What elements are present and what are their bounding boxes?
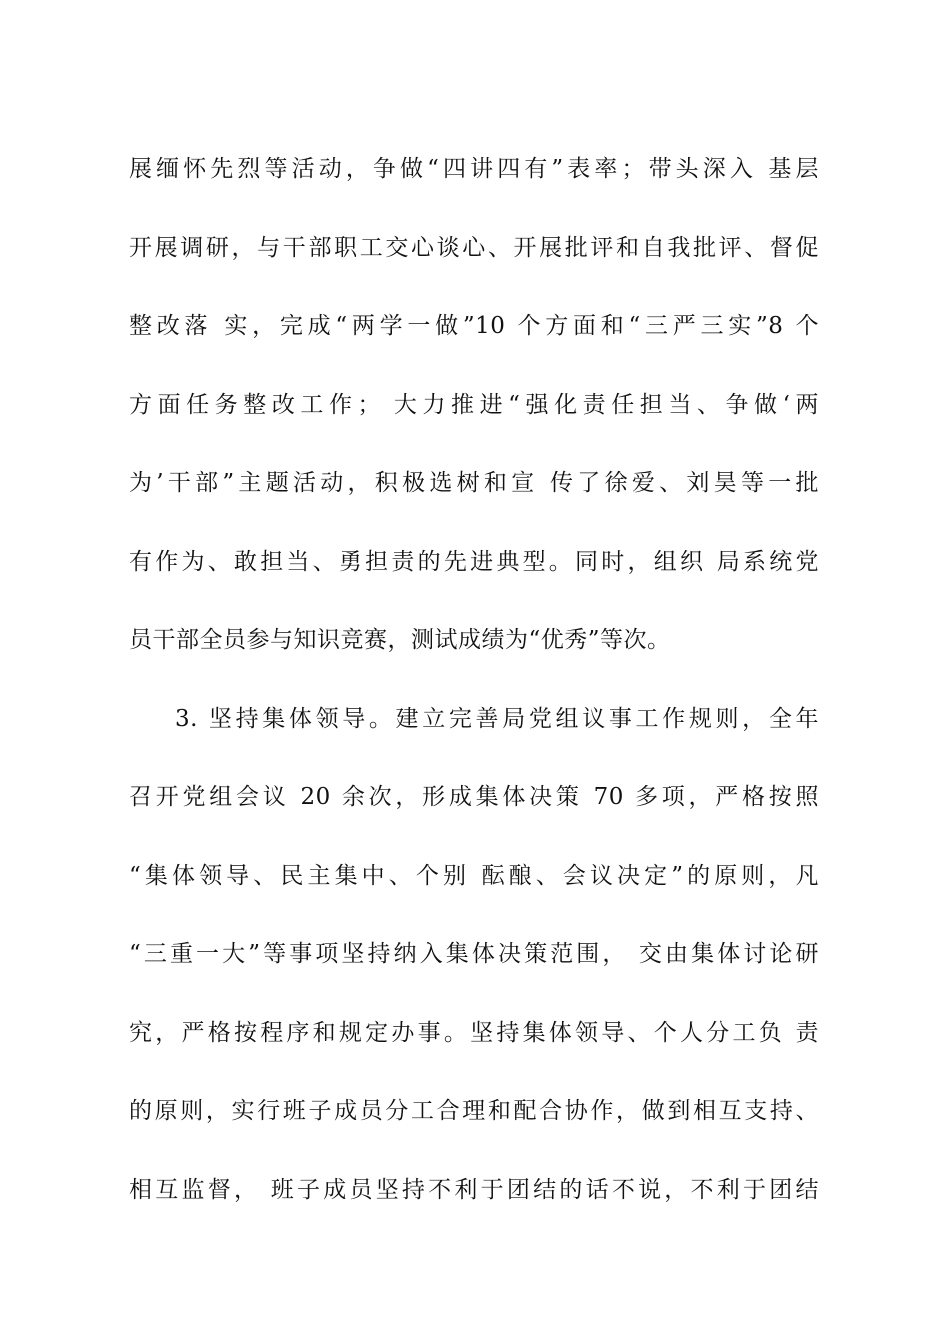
text-line-5: 为’干部”主题活动，积极选树和宣 传了徐爱、刘昊等一批 (129, 470, 819, 496)
text-line-13: 的原则，实行班子成员分工合理和配合协作，做到相互支持、 (129, 1098, 819, 1124)
text-line-1: 展缅怀先烈等活动，争做“四讲四有”表率；带头深入 基层 (129, 156, 819, 182)
text-line-9: 召开党组会议 20 余次，形成集体决策 70 多项，严格按照 (129, 784, 819, 810)
text-line-14: 相互监督， 班子成员坚持不利于团结的话不说，不利于团结 (129, 1176, 819, 1203)
text-line-7: 员干部全员参与知识竞赛，测试成绩为“优秀”等次。 (129, 627, 671, 653)
body-text (129, 140, 819, 1239)
text-line-4: 方面任务整改工作； 大力推进“强化责任担当、争做‘两 (129, 391, 819, 418)
text-line-3: 整改落 实，完成“两学一做”10 个方面和“三严三实”8 个 (129, 313, 819, 339)
text-line-11: “三重一大”等事项坚持纳入集体决策范围， 交由集体讨论研 (129, 941, 819, 967)
text-line-8: 3. 坚持集体领导。建立完善局党组议事工作规则，全年 (175, 705, 819, 732)
text-line-2: 开展调研，与干部职工交心谈心、开展批评和自我批评、督促 (129, 234, 819, 261)
text-line-6: 有作为、敢担当、勇担责的先进典型。同时，组织 局系统党 (129, 548, 819, 575)
text-line-10: “集体领导、民主集中、个别 酝酿、会议决定”的原则，凡 (129, 862, 819, 889)
text-line-12: 究，严格按程序和规定办事。坚持集体领导、个人分工负 责 (129, 1019, 819, 1046)
